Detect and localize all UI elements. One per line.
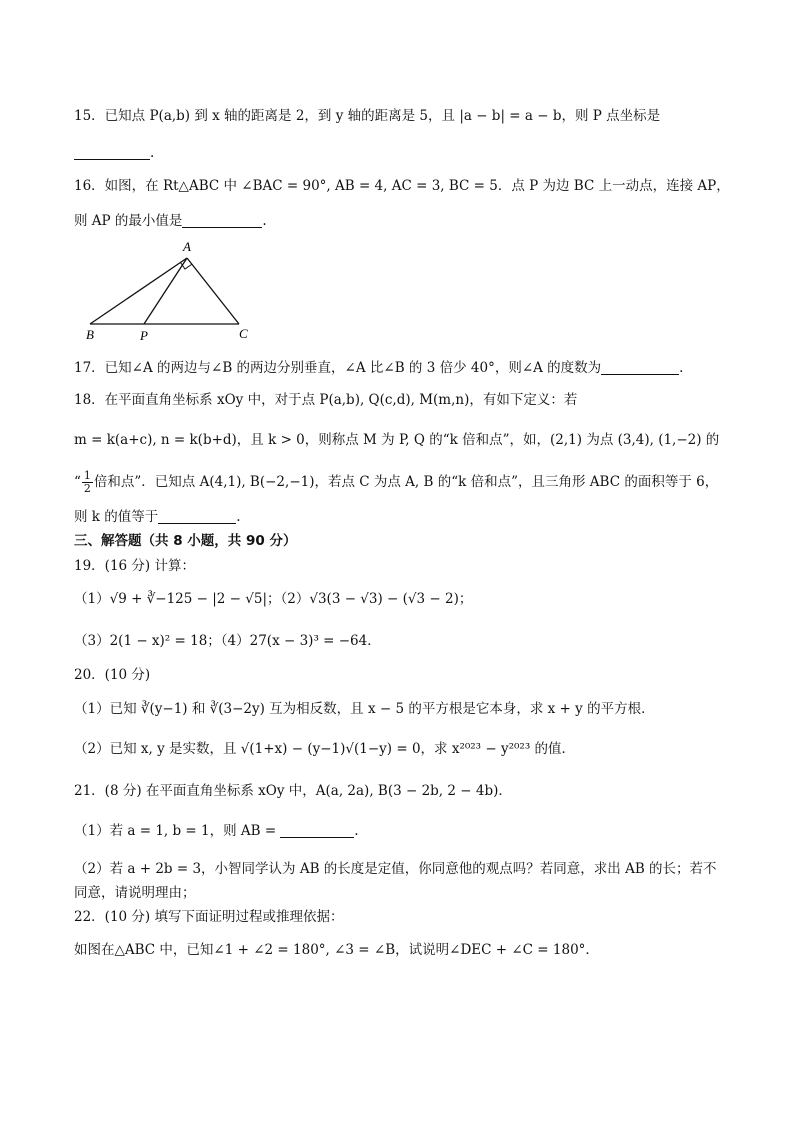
q16-line2-text: 则 AP 的最小值是 xyxy=(74,213,183,229)
label-p: P xyxy=(140,328,148,343)
q21-head: 21．(8 分) 在平面直角坐标系 xOy 中，A(a, 2a), B(3 − 2b, 2 − 4b)． xyxy=(74,783,512,799)
segment-ap xyxy=(144,258,187,324)
label-b: B xyxy=(86,327,94,342)
triangle-figure xyxy=(74,240,264,345)
fraction-denominator: 2 xyxy=(83,482,91,495)
fraction-numerator: 1 xyxy=(83,469,91,482)
q15-line1: 15．已知点 P(a,b) 到 x 轴的距离是 2，到 y 轴的距离是 5，且 |a − b| = a − b，则 P 点坐标是 xyxy=(74,108,661,124)
label-a: A xyxy=(183,240,191,254)
q18-line4 xyxy=(74,507,241,527)
q18-half-fraction xyxy=(82,470,93,495)
q19-head: 19．(16 分) 计算： xyxy=(74,558,195,574)
q19-part2: （3）2(1 − x)² = 18；（4）27(x − 3)³ = −64． xyxy=(74,633,381,649)
q20-head: 20．(10 分) xyxy=(74,667,151,683)
q18-line2: m = k(a+c), n = k(b+d)，且 k > 0，则称点 M 为 P, Q 的“k 倍和点”，如，(2,1) 为点 (3,4), (1,−2) 的 xyxy=(74,432,720,448)
q21-part2-line2: 同意，请说明理由； xyxy=(74,885,196,901)
q18-open-quote: “ xyxy=(74,474,81,490)
q15-answer-line xyxy=(74,143,154,163)
q20-part2: （2）已知 x, y 是实数，且 √(1+x) − (y−1)√(1−y) = 0，求 x²⁰²³ − y²⁰²³ 的值． xyxy=(74,741,576,757)
q22-part1: 如图在△ABC 中，已知∠1 + ∠2 = 180°, ∠3 = ∠B，试说明∠DEC + ∠C = 180°． xyxy=(74,942,599,958)
q16-answer-blank[interactable] xyxy=(182,213,262,228)
q15-tail: . xyxy=(150,145,155,161)
q21-part1 xyxy=(74,821,358,841)
q15-answer-blank[interactable] xyxy=(74,145,150,160)
q17-line xyxy=(74,358,683,378)
q18-answer-blank[interactable] xyxy=(158,509,236,524)
q20-part1: （1）已知 ∛(y−1) 和 ∛(3−2y) 互为相反数，且 x − 5 的平方根是它本身，求 x + y 的平方根． xyxy=(74,701,655,717)
label-c: C xyxy=(239,326,248,341)
side-ac xyxy=(187,258,239,324)
q22-head: 22．(10 分) 填写下面证明过程或推理依据： xyxy=(74,909,344,925)
q18-tail: . xyxy=(236,509,241,525)
q16-line1: 16．如图，在 Rt△ABC 中 ∠BAC = 90°, AB = 4, AC = 3, BC = 5．点 P 为边 BC 上一动点，连接 AP， xyxy=(74,178,730,194)
q21-answer-blank[interactable] xyxy=(280,823,354,838)
section-title: 三、解答题（共 8 小题，共 90 分） xyxy=(74,533,297,549)
q16-tail: . xyxy=(262,213,267,229)
q17-tail: . xyxy=(679,360,684,376)
right-angle-mark xyxy=(181,263,192,270)
q18-line1: 18．在平面直角坐标系 xOy 中，对于点 P(a,b), Q(c,d), M(m,n)，有如下定义：若 xyxy=(74,392,578,408)
q19-part1: （1）√9 + ∛−125 − |2 − √5|；（2）√3(3 − √3) − (√3 − 2)； xyxy=(74,591,473,607)
side-ab xyxy=(90,258,187,324)
q18-line3-text: 倍和点”．已知点 A(4,1), B(−2,−1)，若点 C 为点 A, B 的“k 倍和点”，且三角形 ABC 的面积等于 6， xyxy=(93,474,719,490)
q17-answer-blank[interactable] xyxy=(601,360,679,375)
q16-line2 xyxy=(74,211,267,231)
q21-part1-text: （1）若 a = 1, b = 1，则 AB = xyxy=(74,823,277,839)
q17-text: 17．已知∠A 的两边与∠B 的两边分别垂直，∠A 比∠B 的 3 倍少 40°，则∠A 的度数为 xyxy=(74,360,602,376)
q21-tail: . xyxy=(354,823,359,839)
q21-part2-line1: （2）若 a + 2b = 3，小智同学认为 AB 的长度是定值，你同意他的观点吗？若同意，求出 AB 的长；若不 xyxy=(74,861,717,877)
q18-line4-text: 则 k 的值等于 xyxy=(74,509,159,525)
q18-line3 xyxy=(74,470,718,495)
